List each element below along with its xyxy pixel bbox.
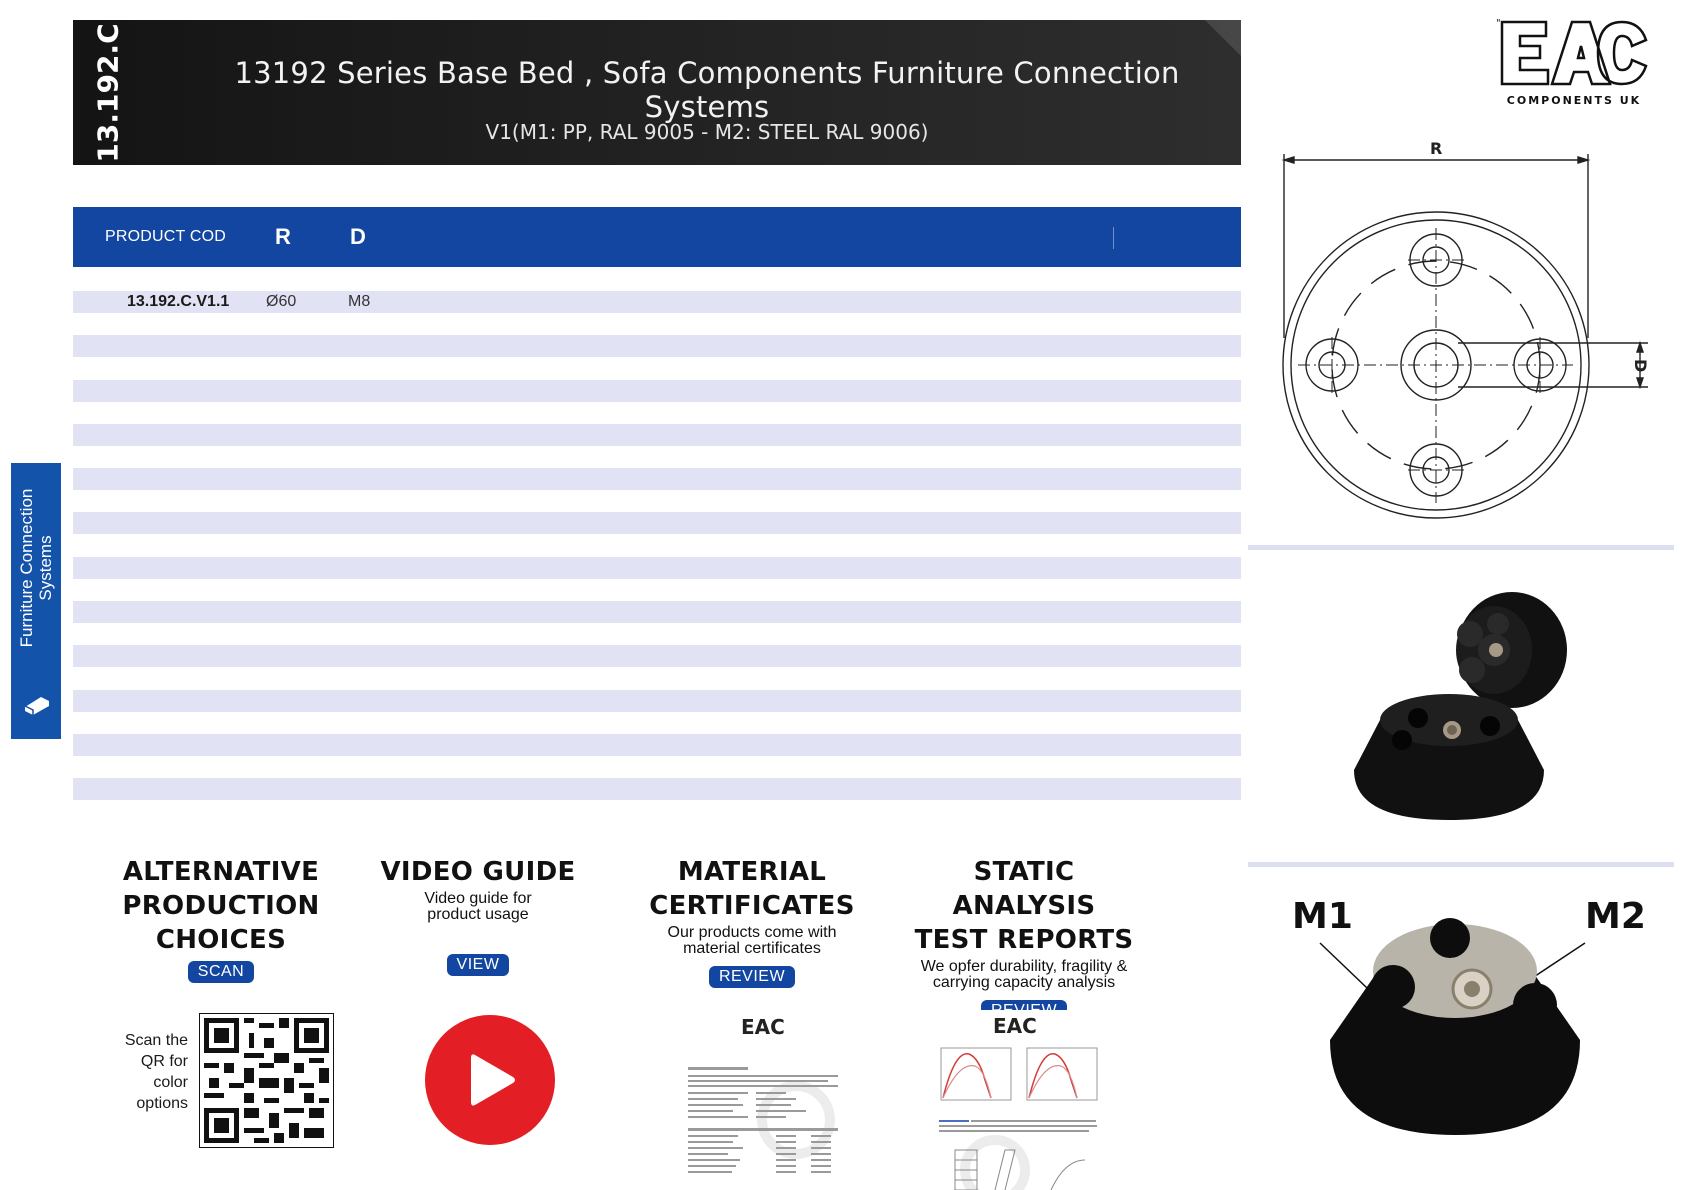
product-table — [73, 207, 1241, 823]
drawing-svg — [1268, 138, 1658, 520]
header-banner — [73, 20, 1241, 165]
table-row-empty — [73, 690, 1241, 712]
table-row-empty — [73, 380, 1241, 402]
thumb-logo: EAC — [993, 1014, 1037, 1038]
static-title-line-1: STATIC ANALYSIS — [952, 857, 1096, 921]
cell-r: Ø60 — [266, 293, 297, 310]
scan-button[interactable]: SCAN — [188, 961, 254, 983]
cert-title-line-2: CERTIFICATES — [649, 891, 855, 921]
divider — [1248, 862, 1674, 867]
dimension-d-label: D — [1631, 359, 1650, 373]
header-separator — [1113, 227, 1114, 249]
table-row-empty — [73, 335, 1241, 357]
table-row[interactable] — [73, 291, 1241, 313]
page-subtitle: V1(M1: PP, RAL 9005 - M2: STEEL RAL 9006) — [485, 120, 929, 144]
alternative-production-block — [101, 855, 341, 983]
table-header — [73, 207, 1241, 267]
material-label-m1: M1 — [1292, 896, 1353, 937]
table-row-empty — [73, 645, 1241, 667]
table-row-empty — [73, 424, 1241, 446]
logo-subtext: COMPONENTS UK — [1506, 94, 1642, 107]
corner-fold — [1205, 20, 1241, 56]
table-row-empty — [73, 601, 1241, 623]
technical-drawing — [1268, 138, 1658, 520]
qr-code-image[interactable] — [199, 1013, 334, 1148]
materials-render-image — [1280, 880, 1630, 1140]
product-render-svg — [1340, 590, 1580, 830]
materials-render-svg — [1280, 880, 1630, 1140]
static-analysis-block — [904, 855, 1144, 1022]
alt-title-line-3: CHOICES — [155, 925, 287, 955]
table-row-empty — [73, 557, 1241, 579]
side-tab-furniture-connection[interactable] — [11, 463, 61, 739]
static-desc: We opfer durability, fragility & carrying capacity analysis — [920, 958, 1128, 991]
view-button[interactable]: VIEW — [447, 954, 510, 976]
certificate-thumbnail-svg — [686, 1010, 848, 1190]
side-tab-label: Furniture Connection Systems — [17, 488, 55, 648]
video-desc: Video guide for product usage — [424, 890, 532, 923]
eac-logo — [1494, 12, 1654, 112]
material-certificates-block — [632, 855, 872, 988]
column-header-d: D — [350, 224, 366, 249]
cert-review-button[interactable]: REVIEW — [709, 966, 795, 988]
cell-product-code: 13.192.C.V1.1 — [127, 293, 230, 310]
play-video-button[interactable] — [425, 1015, 555, 1145]
product-code-vertical — [73, 20, 143, 165]
product-render-image — [1340, 590, 1580, 830]
product-code-label: 13.192.C — [91, 22, 125, 163]
table-row-empty — [73, 734, 1241, 756]
cert-desc: Our products come with material certificates — [667, 924, 837, 957]
alt-title-line-2: PRODUCTION — [122, 891, 320, 921]
column-header-code: PRODUCT COD — [105, 228, 227, 245]
page-title: 13192 Series Base Bed , Sofa Components Furniture Connection Systems — [234, 56, 1180, 124]
test-report-document-thumbnail[interactable] — [935, 1010, 1105, 1190]
svg-text:": " — [1496, 18, 1501, 29]
column-header-r: R — [275, 224, 291, 249]
connector-icon — [23, 689, 51, 717]
material-label-m2: M2 — [1585, 896, 1646, 937]
qr-caption: Scan the QR for color options — [124, 1032, 188, 1112]
table-row-empty — [73, 512, 1241, 534]
divider — [1248, 545, 1674, 550]
qr-code-svg — [199, 1013, 334, 1148]
play-icon — [425, 1015, 555, 1145]
table-row-empty — [73, 468, 1241, 490]
static-title-line-2: TEST REPORTS — [914, 925, 1134, 955]
alt-title-line-1: ALTERNATIVE — [122, 857, 320, 887]
cell-d: M8 — [348, 293, 371, 310]
eac-logo-mark — [1494, 12, 1654, 92]
certificate-document-thumbnail[interactable] — [686, 1010, 848, 1190]
table-row-empty — [73, 778, 1241, 800]
thumb-logo: EAC — [741, 1015, 785, 1039]
dimension-r-label: R — [1430, 139, 1443, 158]
test-report-thumbnail-svg — [935, 1010, 1105, 1190]
cert-title-line-1: MATERIAL — [677, 857, 827, 887]
table-body — [73, 291, 1241, 800]
video-title: VIDEO GUIDE — [380, 857, 576, 887]
video-guide-block — [358, 855, 598, 976]
